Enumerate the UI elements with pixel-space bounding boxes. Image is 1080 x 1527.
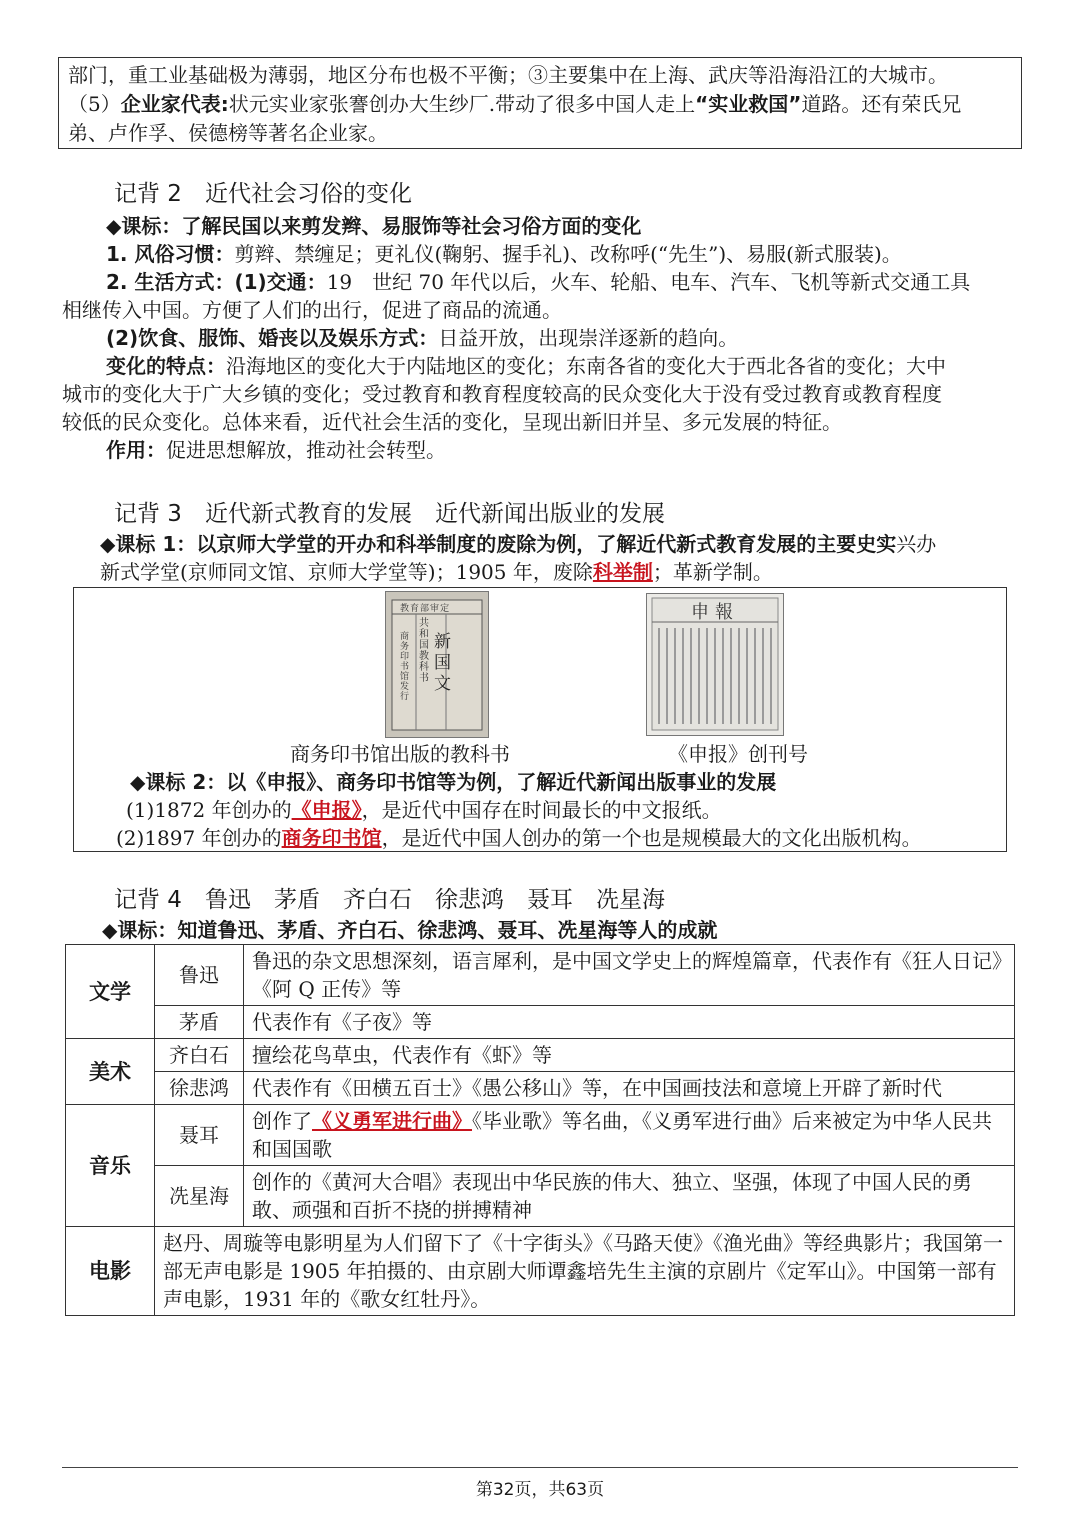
desc-qibaishi: 擅绘花鸟草虫，代表作有《虾》等 — [244, 1039, 1015, 1072]
section2-p1: 1. 风俗习惯：剪辫、禁缠足；更礼仪(鞠躬、握手礼)、改称呼(“先生”)、易服(新式服装)。 — [106, 242, 902, 266]
shenbao-image — [646, 593, 784, 736]
section4-standard: ◆课标：知道鲁迅、茅盾、齐白石、徐悲鸿、聂耳、冼星海等人的成就 — [102, 918, 718, 942]
page-number: 第32页，共63页 — [475, 1480, 605, 1500]
table-row — [66, 1166, 1015, 1227]
table-row — [66, 1006, 1015, 1039]
desc-maodun: 代表作有《子夜》等 — [244, 1006, 1015, 1039]
table-row — [66, 1227, 1015, 1316]
table-row — [66, 1072, 1015, 1105]
name-xianxinghai: 冼星海 — [155, 1166, 244, 1227]
section2-p4-cont1: 城市的变化大于广大乡镇的变化；受过教育和教育程度较高的民众变化大于没有受过教育或教育程度 — [62, 382, 942, 406]
section3-line2: 新式学堂(京师同文馆、京师大学堂等)；1905 年，废除科举制；革新学制。 — [100, 560, 773, 584]
category-film: 电影 — [66, 1227, 155, 1316]
desc-luxun: 鲁迅的杂文思想深刻，语言犀利，是中国文学史上的辉煌篇章，代表作有《狂人日记》《阿 Q 正传》等 — [244, 945, 1015, 1006]
footer-divider — [62, 1467, 1018, 1468]
section2-p2: 2. 生活方式：(1)交通：19 世纪 70 年代以后，火车、轮船、电车、汽车、飞机等新式交通工具 — [106, 270, 971, 294]
category-art: 美术 — [66, 1039, 155, 1105]
textbook-title-5: 定 — [440, 604, 451, 614]
textbook-caption: 商务印书馆出版的教科书 — [290, 742, 510, 766]
textbook-name: 新国文 — [434, 632, 451, 694]
category-literature: 文学 — [66, 945, 155, 1039]
textbook-title-2: 育 — [410, 604, 421, 614]
textbook-publisher: 商务印书馆发行 — [400, 632, 410, 702]
box1-line1: 部门，重工业基础极为薄弱，地区分布也极不平衡；③主要集中在上海、武庆等沿海沿江的大城市。 — [68, 63, 948, 87]
section4-title: 记背 4 鲁迅 茅盾 齐白石 徐悲鸿 聂耳 冼星海 — [114, 887, 665, 913]
name-maodun: 茅盾 — [155, 1006, 244, 1039]
table-row — [66, 945, 1015, 1006]
textbook-series: 共和国教科书 — [419, 618, 429, 684]
name-luxun: 鲁迅 — [155, 945, 244, 1006]
section3-title: 记背 3 近代新式教育的发展 近代新闻出版业的发展 — [114, 501, 665, 527]
name-qibaishi: 齐白石 — [155, 1039, 244, 1072]
name-xubeihong: 徐悲鸿 — [155, 1072, 244, 1105]
textbook-image — [385, 591, 489, 738]
section2-standard: ◆课标：了解民国以来剪发辫、易服饰等社会习俗方面的变化 — [106, 214, 642, 238]
box1-line3: 弟、卢作孚、侯德榜等著名企业家。 — [68, 121, 388, 145]
desc-xianxinghai: 创作的《黄河大合唱》表现出中华民族的伟大、独立、坚强，体现了中国人民的勇敢、顽强和百折不挠的拼搏精神 — [244, 1166, 1015, 1227]
desc-film: 赵丹、周璇等电影明星为人们留下了《十字街头》《马路天使》《渔光曲》等经典影片；我国第一部无声电影是 1905 年拍摄的、由京剧大师谭鑫培先生主演的京剧片《定军山》。中国第一部有声电影，1931 年的《歌女红牡丹》。 — [155, 1227, 1015, 1316]
desc-nieer: 创作了《义勇军进行曲》《毕业歌》等名曲，《义勇军进行曲》后来被定为中华人民共和国国歌 — [244, 1105, 1015, 1166]
shenbao-caption: 《申报》创刊号 — [668, 742, 808, 766]
achievements-table — [65, 944, 1015, 1316]
name-nieer: 聂耳 — [155, 1105, 244, 1166]
section3-item1: (1)1872 年创办的《申报》，是近代中国存在时间最长的中文报纸。 — [126, 798, 722, 822]
shenbao-masthead: 申報 — [691, 602, 739, 623]
desc-xubeihong: 代表作有《田横五百士》《愚公移山》等，在中国画技法和意境上开辟了新时代 — [244, 1072, 1015, 1105]
section2-p2-cont: 相继传入中国。方便了人们的出行，促进了商品的流通。 — [62, 298, 562, 322]
textbook-title-3: 部 — [420, 604, 431, 614]
section2-p5: 作用：促进思想解放，推动社会转型。 — [106, 438, 446, 462]
textbook-title-1: 教 — [400, 604, 411, 614]
section3-standard1: ◆课标 1：以京师大学堂的开办和科举制度的废除为例，了解近代新式教育发展的主要史实兴办 — [100, 532, 937, 556]
section2-p4: 变化的特点：沿海地区的变化大于内陆地区的变化；东南各省的变化大于西北各省的变化；大中 — [106, 354, 946, 378]
section3-item2: (2)1897 年创办的商务印书馆，是近代中国人创办的第一个也是规模最大的文化出版机构。 — [116, 826, 922, 850]
textbook-title-4: 审 — [430, 604, 441, 614]
section2-p3: (2)饮食、服饰、婚丧以及娱乐方式：日益开放，出现崇洋逐新的趋向。 — [106, 326, 739, 350]
section3-standard2: ◆课标 2：以《申报》、商务印书馆等为例，了解近代新闻出版事业的发展 — [130, 770, 777, 794]
section2-p4-cont2: 较低的民众变化。总体来看，近代社会生活的变化，呈现出新旧并呈、多元发展的特征。 — [62, 410, 842, 434]
section2-title: 记背 2 近代社会习俗的变化 — [114, 181, 412, 207]
table-row — [66, 1039, 1015, 1072]
category-music: 音乐 — [66, 1105, 155, 1227]
table-row — [66, 1105, 1015, 1166]
box1-line2: （5）企业家代表:状元实业家张謇创办大生纱厂.带动了很多中国人走上“实业救国”道路。还有荣氏兄 — [68, 92, 962, 116]
